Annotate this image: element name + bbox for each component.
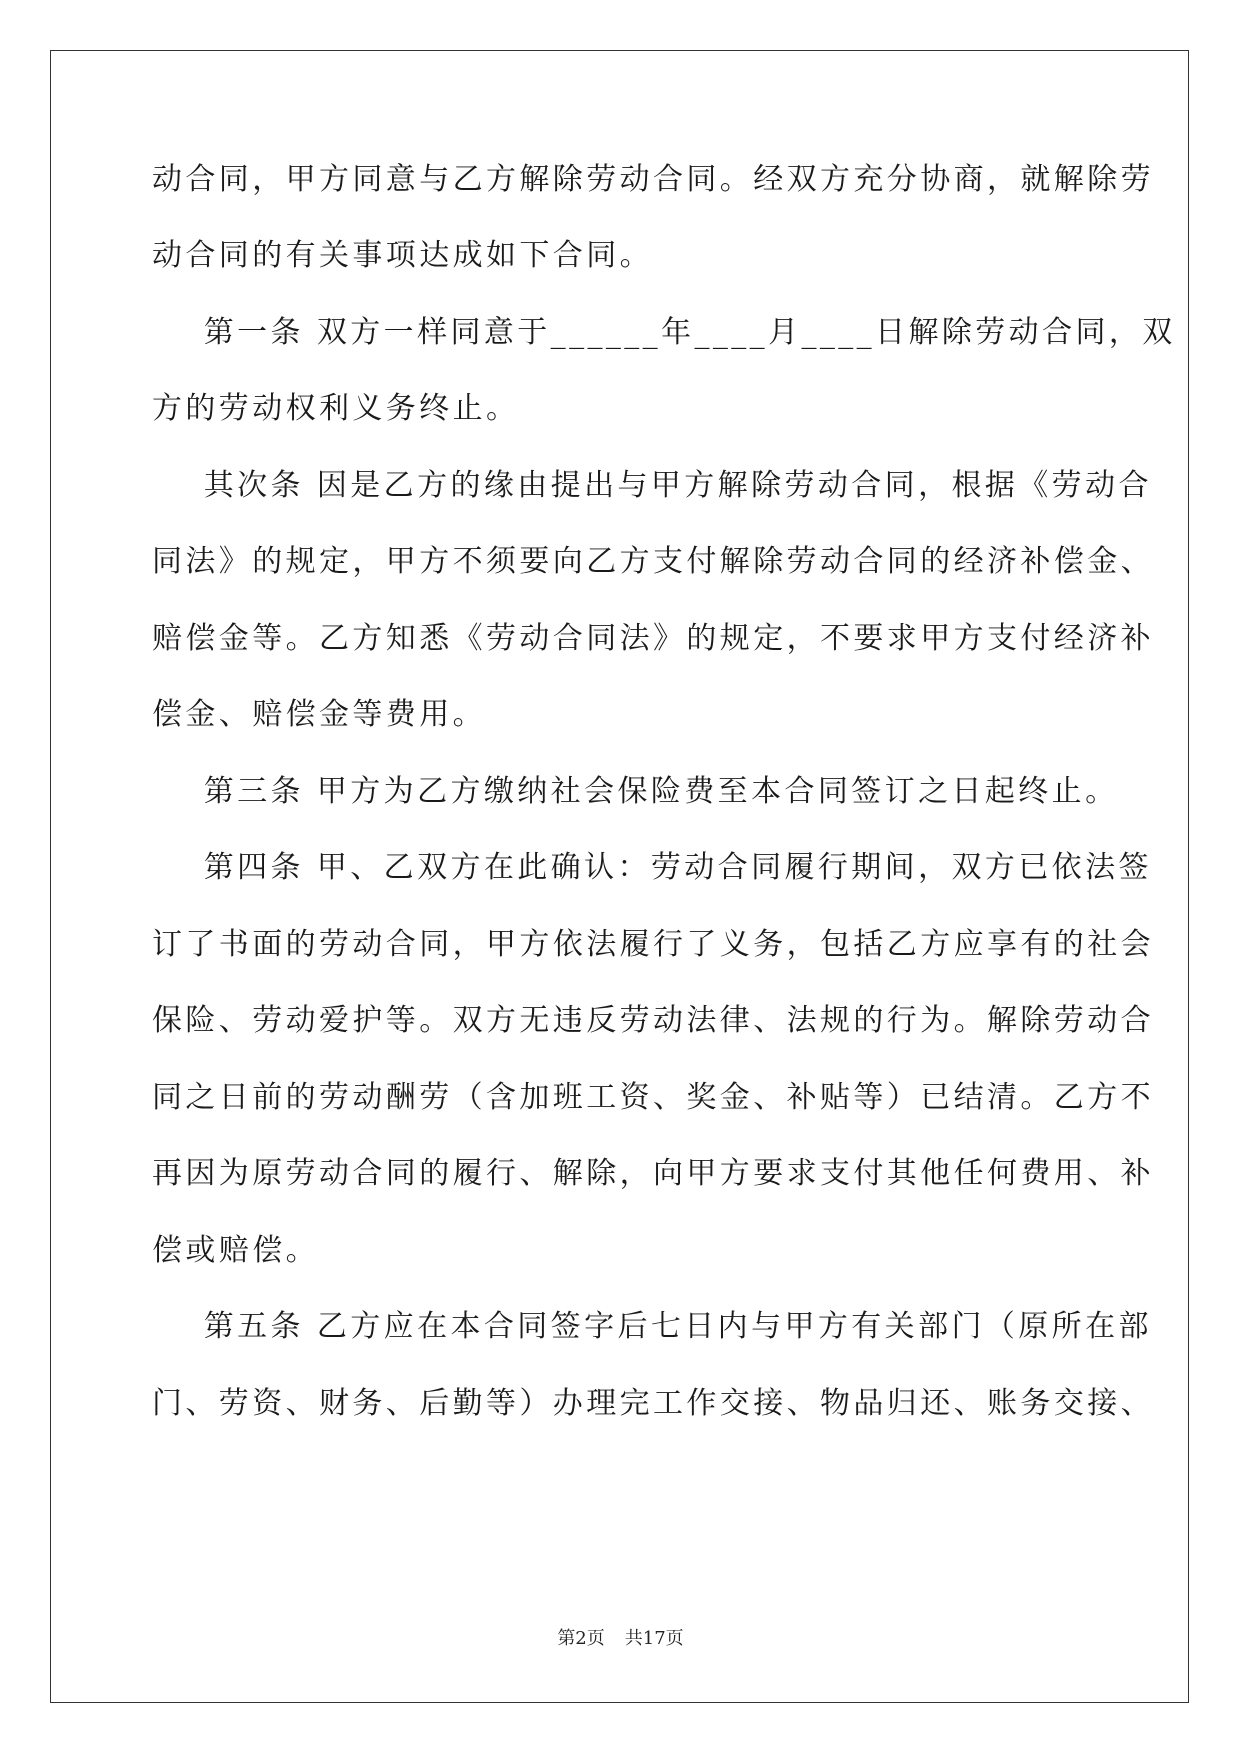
text-line: 动合同，甲方同意与乙方解除劳动合同。经双方充分协商，就解除劳 [152,162,1154,197]
text-line: 再因为原劳动合同的履行、解除，向甲方要求支付其他任何费用、补 [152,1156,1154,1191]
text-line: 门、劳资、财务、后勤等）办理完工作交接、物品归还、账务交接、 [152,1386,1154,1421]
text-line: 同之日前的劳动酬劳（含加班工资、奖金、补贴等）已结清。乙方不 [152,1080,1154,1115]
text-line: 保险、劳动爱护等。双方无违反劳动法律、法规的行为。解除劳动合 [152,1003,1154,1038]
text-line: 订了书面的劳动合同，甲方依法履行了义务，包括乙方应享有的社会 [152,927,1154,962]
text-line: 第一条 双方一样同意于______年____月____日解除劳动合同，双 [152,315,1176,350]
text-line: 第四条 甲、乙双方在此确认：劳动合同履行期间，双方已依法签 [152,850,1152,885]
page-number: 第2页 [557,1628,605,1649]
text-line: 动合同的有关事项达成如下合同。 [152,238,653,273]
text-line: 第三条 甲方为乙方缴纳社会保险费至本合同签订之日起终止。 [152,774,1119,809]
text-line: 方的劳动权利义务终止。 [152,391,520,426]
page-total: 共17页 [624,1628,684,1649]
text-line: 同法》的规定，甲方不须要向乙方支付解除劳动合同的经济补偿金、 [152,544,1154,579]
text-line: 偿金、赔偿金等费用。 [152,697,486,732]
text-line: 赔偿金等。乙方知悉《劳动合同法》的规定，不要求甲方支付经济补 [152,621,1154,656]
text-line: 第五条 乙方应在本合同签字后七日内与甲方有关部门（原所在部 [152,1309,1152,1344]
page-footer [0,1628,1241,1650]
text-line: 偿或赔偿。 [152,1233,319,1268]
document-body [152,160,1176,1424]
text-line: 其次条 因是乙方的缘由提出与甲方解除劳动合同，根据《劳动合 [152,468,1152,503]
